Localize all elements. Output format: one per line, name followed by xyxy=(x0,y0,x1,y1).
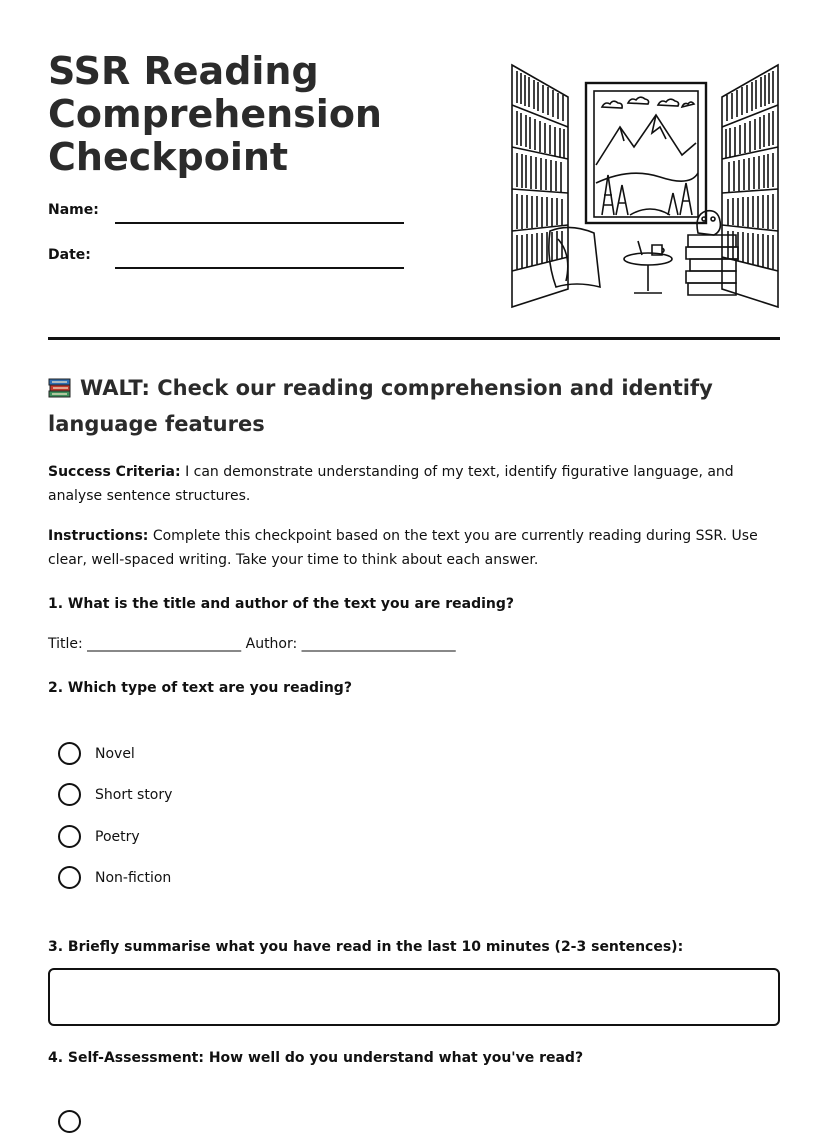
option-poetry[interactable] xyxy=(58,825,358,851)
radio-non-fiction[interactable] xyxy=(58,866,81,889)
option-label: Novel xyxy=(95,746,135,762)
radio-poetry[interactable] xyxy=(58,825,81,848)
date-label: Date: xyxy=(48,247,91,263)
radio-self-assessment[interactable] xyxy=(58,1110,81,1133)
name-label: Name: xyxy=(48,202,99,218)
reading-nook-illustration xyxy=(510,55,780,309)
option-label: Non-fiction xyxy=(95,870,172,886)
walt-heading xyxy=(48,370,780,442)
question-2: 2. Which type of text are you reading? xyxy=(48,680,352,696)
question-3: 3. Briefly summarise what you have read in the last 10 minutes (2-3 sentences): xyxy=(48,939,684,955)
title-author-answer-line[interactable]: Title: ______________________ Author: ______________________ xyxy=(48,636,456,652)
success-criteria xyxy=(48,460,780,508)
date-input-line[interactable] xyxy=(115,267,404,269)
option-label: Short story xyxy=(95,787,173,803)
radio-short-story[interactable] xyxy=(58,783,81,806)
instructions-label: Instructions: xyxy=(48,528,149,544)
books-icon xyxy=(48,376,72,398)
date-field[interactable] xyxy=(48,247,408,275)
option-label: Poetry xyxy=(95,829,140,845)
option-short-story[interactable] xyxy=(58,783,358,809)
option-novel[interactable] xyxy=(58,742,358,768)
question-1: 1. What is the title and author of the text you are reading? xyxy=(48,596,514,612)
summary-answer-box[interactable] xyxy=(48,968,780,1026)
success-criteria-label: Success Criteria: xyxy=(48,464,181,480)
question-4: 4. Self-Assessment: How well do you understand what you've read? xyxy=(48,1050,584,1066)
name-input-line[interactable] xyxy=(115,222,404,224)
option-non-fiction[interactable] xyxy=(58,866,358,892)
name-field[interactable] xyxy=(48,202,408,230)
instructions-text: Complete this checkpoint based on the text you are currently reading during SSR. Use clear, well-spaced writing. Take your time to think about each answer. xyxy=(48,528,758,568)
success-criteria-text: I can demonstrate understanding of my text, identify figurative language, and analyse sentence structures. xyxy=(48,464,734,504)
walt-text: WALT: Check our reading comprehension and identify language features xyxy=(48,376,713,436)
header-divider xyxy=(48,337,780,340)
worksheet-header xyxy=(48,0,780,340)
radio-novel[interactable] xyxy=(58,742,81,765)
self-assessment-option[interactable] xyxy=(58,1110,358,1136)
page-title: SSR Reading Comprehension Checkpoint xyxy=(48,49,382,179)
instructions xyxy=(48,524,780,572)
